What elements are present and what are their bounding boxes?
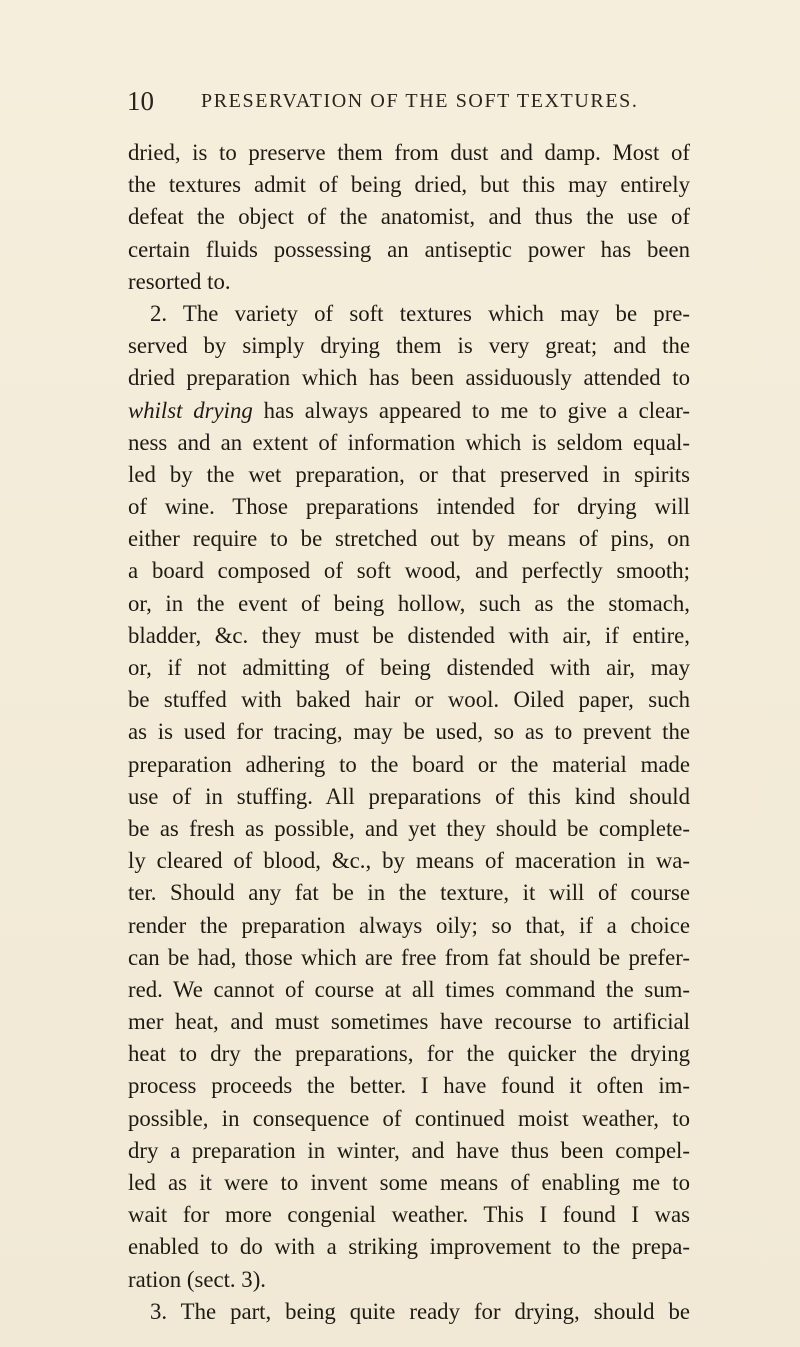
line-text: process proceeds the better. I have found it often im- xyxy=(128,1073,690,1099)
text-line xyxy=(128,459,690,491)
line-text: ly cleared of blood, &c., by means of maceration in wa- xyxy=(128,848,690,874)
text-line xyxy=(128,716,690,748)
text-line xyxy=(128,781,690,813)
line-text: resorted to. xyxy=(128,268,231,294)
line-text: a board composed of soft wood, and perfectly smooth; xyxy=(128,558,690,584)
text-line xyxy=(128,749,690,781)
text-line xyxy=(128,201,690,233)
text-line xyxy=(128,684,690,716)
italic-text: whilst drying xyxy=(128,397,253,423)
text-line xyxy=(128,910,690,942)
line-text: bladder, &c. they must be distended with air, if entire, xyxy=(128,622,690,648)
text-line xyxy=(128,1264,690,1296)
text-line xyxy=(128,1103,690,1135)
line-text: ration (sect. 3). xyxy=(128,1266,266,1292)
line-text: dried preparation which has been assiduously attended to xyxy=(128,365,690,391)
line-text: enabled to do with a striking improvement to the prepa- xyxy=(128,1234,690,1260)
line-text: can be had, those which are free from fat should be prefer- xyxy=(128,944,690,970)
line-text: dry a preparation in winter, and have thus been compel- xyxy=(128,1137,690,1163)
line-text: 2. The variety of soft textures which may be pre- xyxy=(150,300,690,326)
text-line xyxy=(128,266,690,298)
line-text: be stuffed with baked hair or wool. Oiled paper, such xyxy=(128,687,690,713)
line-text: either require to be stretched out by means of pins, on xyxy=(128,526,690,552)
line-text: or, if not admitting of being distended with air, may xyxy=(128,655,690,680)
text-line xyxy=(128,1199,690,1231)
line-text: mer heat, and must sometimes have recourse to artificial xyxy=(128,1009,690,1035)
text-line xyxy=(128,1296,690,1328)
line-text: be as fresh as possible, and yet they should be complete- xyxy=(128,815,690,841)
text-line xyxy=(128,845,690,877)
body-text xyxy=(128,137,690,1328)
text-line xyxy=(128,1006,690,1038)
line-text: red. We cannot of course at all times command the sum- xyxy=(128,976,690,1002)
line-text: 3. The part, being quite ready for drying, should be xyxy=(150,1298,690,1324)
text-line xyxy=(128,234,690,266)
line-text: defeat the object of the anatomist, and thus the use of xyxy=(128,204,690,230)
text-line xyxy=(128,620,690,652)
line-text: preparation adhering to the board or the material made xyxy=(128,751,690,777)
line-text: ter. Should any fat be in the texture, it will of course xyxy=(128,880,690,906)
line-text: or, in the event of being hollow, such as the stomach, xyxy=(128,590,690,616)
text-line xyxy=(128,362,690,394)
text-line xyxy=(128,1038,690,1070)
running-head: PRESERVATION OF THE SOFT TEXTURES. xyxy=(201,90,639,112)
text-line xyxy=(128,1070,690,1102)
text-line xyxy=(128,169,690,201)
line-text: as is used for tracing, may be used, so as to prevent the xyxy=(128,719,690,745)
text-line xyxy=(128,974,690,1006)
line-text: led as it were to invent some means of enabling me to xyxy=(128,1170,690,1195)
page-number: 10 xyxy=(127,86,154,116)
text-line xyxy=(128,652,690,684)
text-line xyxy=(128,298,690,330)
text-line xyxy=(128,491,690,523)
text-line xyxy=(128,555,690,587)
line-text: possible, in consequence of continued moist weather, to xyxy=(128,1105,690,1131)
text-line xyxy=(128,1167,690,1199)
line-text: render the preparation always oily; so that, if a choice xyxy=(128,912,690,938)
line-text: led by the wet preparation, or that preserved in spirits xyxy=(128,461,690,487)
page-header xyxy=(127,84,687,118)
text-line xyxy=(128,137,690,169)
line-text: wait for more congenial weather. This I found I was xyxy=(128,1202,690,1228)
line-text: heat to dry the preparations, for the quicker the drying xyxy=(128,1041,690,1067)
line-text: dried, is to preserve them from dust and damp. Most of xyxy=(128,140,690,165)
line-text: use of in stuffing. All preparations of this kind should xyxy=(128,783,690,809)
text-line xyxy=(128,523,690,555)
text-line xyxy=(128,877,690,909)
line-text: certain fluids possessing an antiseptic power has been xyxy=(128,236,690,262)
line-text: of wine. Those preparations intended for drying will xyxy=(128,494,690,520)
text-line xyxy=(128,427,690,459)
line-text: ness and an extent of information which is seldom equal- xyxy=(128,429,690,455)
line-text: the textures admit of being dried, but this may entirely xyxy=(128,172,690,198)
text-line xyxy=(128,1135,690,1167)
text-line xyxy=(128,588,690,620)
text-line xyxy=(128,395,690,427)
text-line xyxy=(128,330,690,362)
line-text: served by simply drying them is very great; and the xyxy=(128,333,690,359)
text-line xyxy=(128,813,690,845)
line-text: has always appeared to me to give a clear- xyxy=(252,397,690,423)
text-line xyxy=(128,1231,690,1263)
text-line xyxy=(128,942,690,974)
